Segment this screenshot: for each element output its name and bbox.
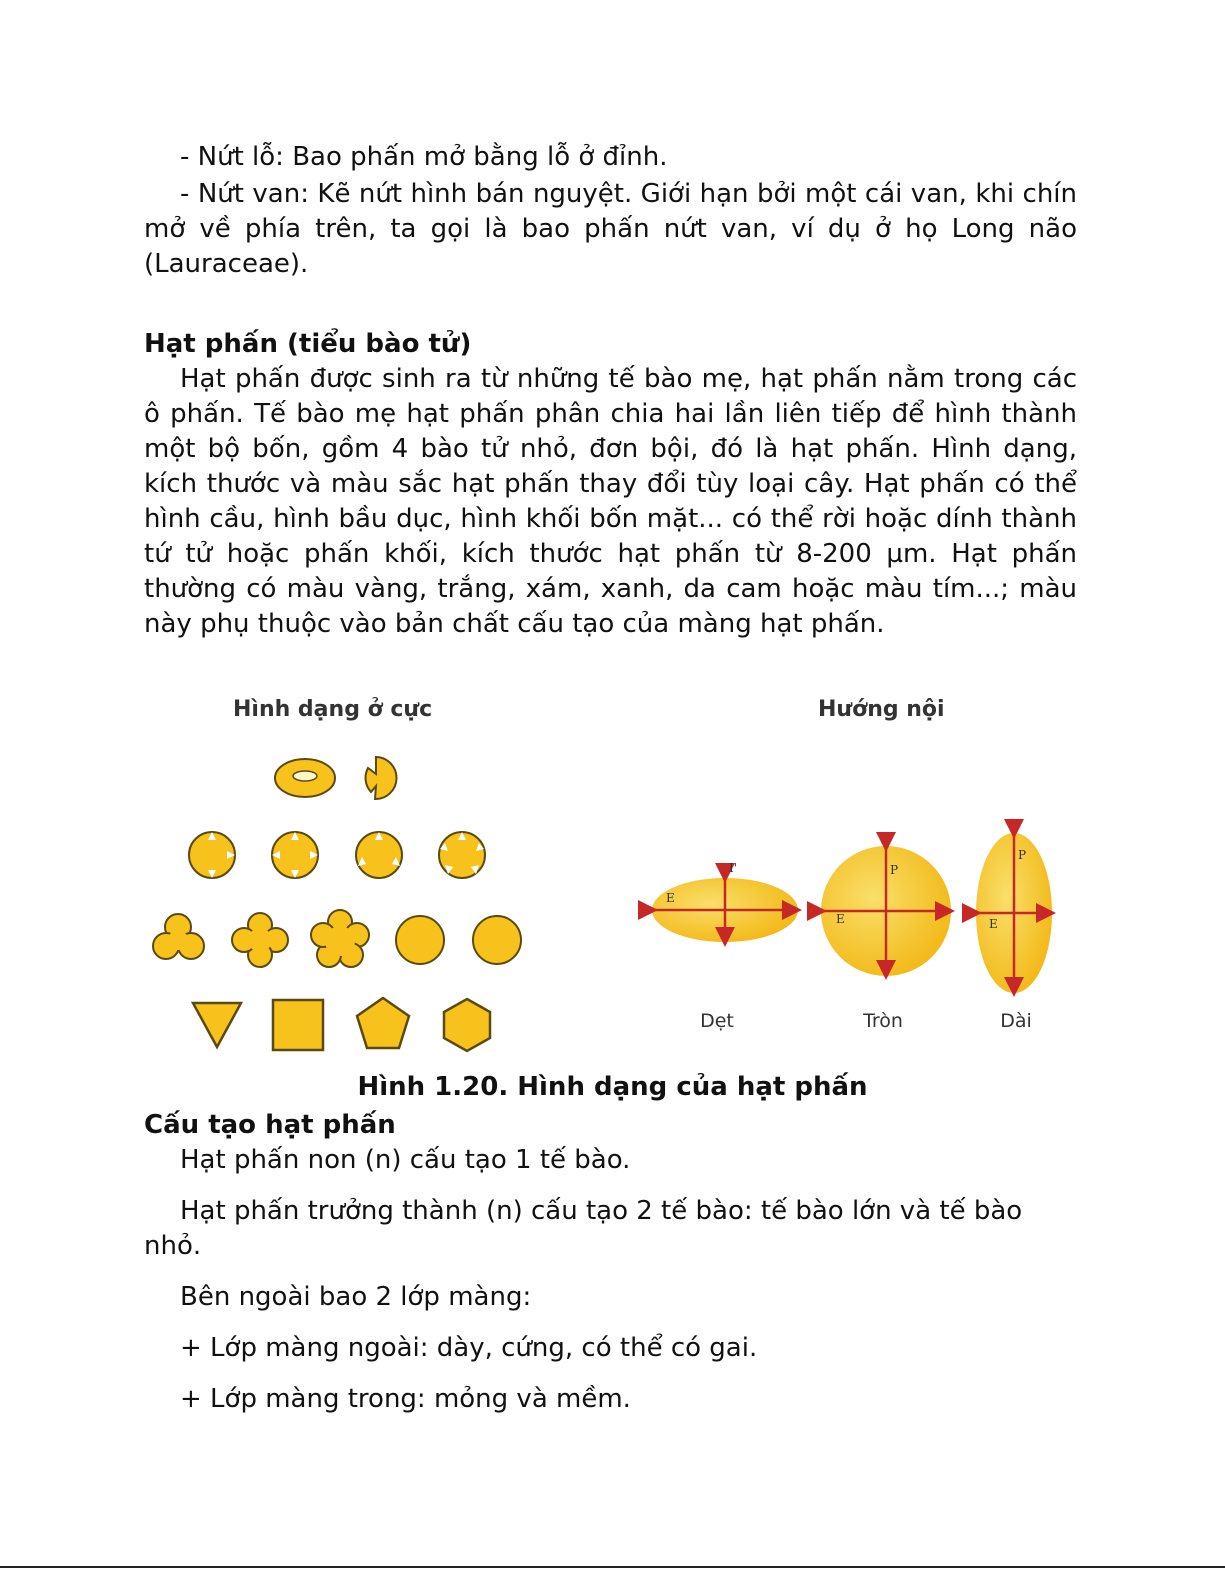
polar-shape-pentalobed [311, 910, 369, 967]
polar-shape-hexalobed [396, 916, 444, 964]
equatorial-long-grain [976, 833, 1052, 993]
hat-phan-heading: Hạt phấn (tiểu bào tử) [144, 329, 472, 359]
polar-shape-trilobed [153, 914, 204, 959]
polar-shape-octolobed [473, 916, 521, 964]
long-equator-letter: E [989, 917, 998, 931]
polar-shape-ring [275, 759, 335, 797]
label-flat: Dẹt [700, 1010, 734, 1032]
polar-shape-bilobed [366, 757, 397, 799]
label-round: Tròn [863, 1010, 903, 1032]
polar-shape-quadrilobed [232, 913, 288, 967]
cau-tao-line: + Lớp màng trong: mỏng và mềm. [180, 1384, 631, 1414]
cau-tao-line: Hạt phấn trưởng thành (n) cấu tạo 2 tế bào: tế bào lớn và tế bào nhỏ. [144, 1196, 1023, 1261]
page-bottom-rule [0, 1566, 1225, 1568]
long-pole-letter: P [1018, 848, 1027, 862]
round-equator-letter: E [836, 912, 845, 926]
polar-shape-triangle [193, 1003, 241, 1047]
polar-shape-pentagon [357, 998, 409, 1048]
equatorial-flat-grain [652, 861, 798, 942]
label-long: Dài [1000, 1010, 1032, 1032]
cau-tao-heading: Cấu tạo hạt phấn [144, 1110, 396, 1140]
round-pole-letter: P [890, 863, 899, 877]
cau-tao-line: Bên ngoài bao 2 lớp màng: [180, 1282, 532, 1312]
nut-van-paragraph: - Nứt van: Kẽ nứt hình bán nguyệt. Giới hạn bởi một cái van, khi chín mở về phía trên, ta gọi là bao phấn nứt van, ví dụ ở họ Long não (Lauraceae). [144, 179, 1077, 279]
figure-left-title: Hình dạng ở cực [233, 697, 433, 722]
cau-tao-section [144, 1108, 1077, 1417]
hat-phan-paragraph: Hạt phấn được sinh ra từ những tế bào mẹ, hạt phấn nằm trong các ô phấn. Tế bào mẹ hạt phấn phân chia hai lần liên tiếp để hình thành một bộ bốn, gồm 4 bào tử nhỏ, đơn bội, đó là hạt phấn. Hình dạng, kích thước và màu sắc hạt phấn thay đổi tùy loại cây. Hạt phấn có thể hình cầu, hình bầu dục, hình khối bốn mặt... có thể rời hoặc dính thành tứ tử hoặc phấn khối, kích thước hạt phấn từ 8-200 µm. Hạt phấn thường có màu vàng, trắng, xám, xanh, da cam hoặc màu tím...; màu này phụ thuộc vào bản chất cấu tạo của màng hạt phấn. [144, 364, 1077, 639]
polar-shape-row2-3 [356, 832, 402, 878]
polar-shape-hexagon [444, 999, 490, 1051]
polar-shape-row2-2 [272, 832, 318, 878]
figure-right-title: Hướng nội [818, 697, 945, 722]
nut-lo-line: - Nứt lỗ: Bao phấn mở bằng lỗ ở đỉnh. [180, 142, 668, 172]
polar-shape-square [273, 1000, 323, 1050]
cau-tao-line: + Lớp màng ngoài: dày, cứng, có thể có gai. [180, 1333, 758, 1363]
figure-caption: Hình 1.20. Hình dạng của hạt phấn [357, 1072, 868, 1102]
cau-tao-line: Hạt phấn non (n) cấu tạo 1 tế bào. [180, 1145, 631, 1175]
polar-shape-row2-1 [189, 832, 235, 878]
flat-equator-letter: E [666, 891, 675, 905]
polar-shape-row2-4 [439, 832, 485, 878]
equatorial-round-grain [821, 846, 951, 976]
flat-pole-letter: I' [729, 861, 738, 875]
